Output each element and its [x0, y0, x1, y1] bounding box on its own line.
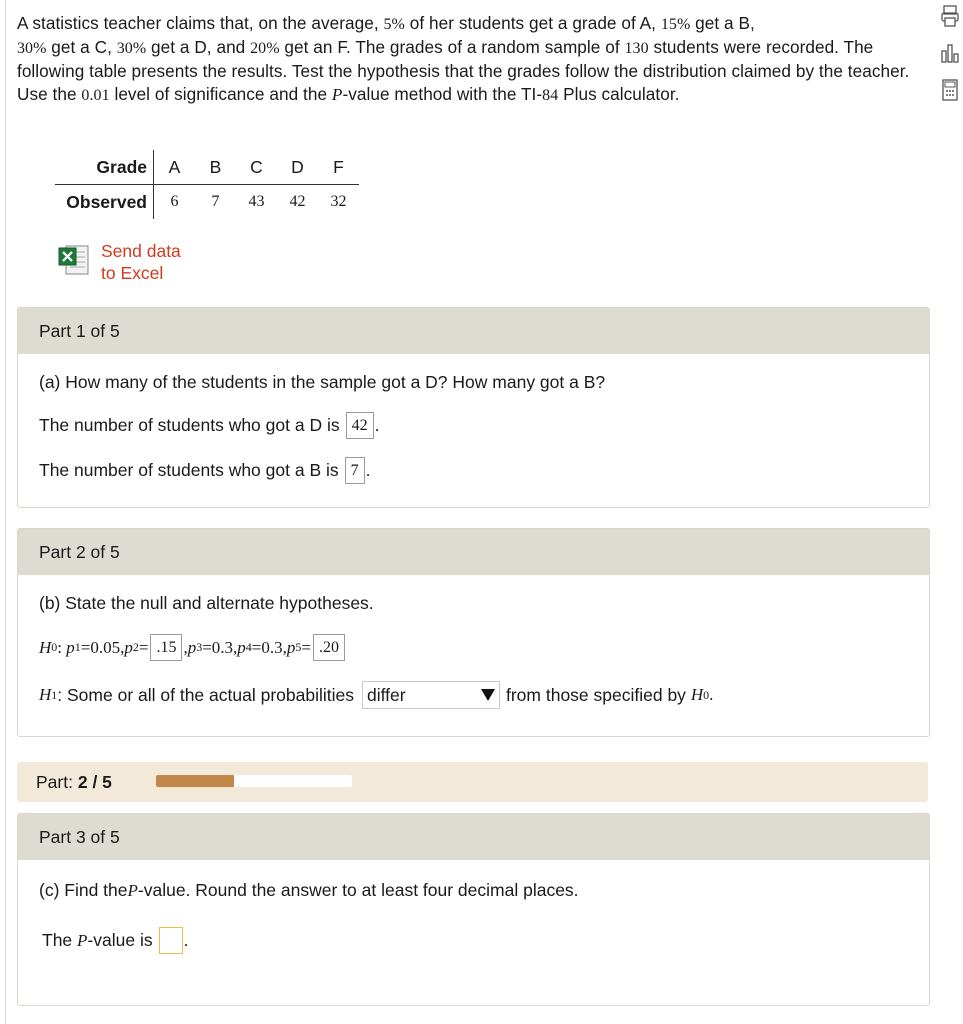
answer-b-line — [39, 457, 371, 484]
send-to-excel[interactable] — [57, 240, 181, 284]
part-2-header: Part 2 of 5 — [18, 529, 929, 575]
period: . — [374, 415, 380, 435]
p5-symbol: p — [286, 637, 296, 657]
bar-chart-icon[interactable] — [938, 40, 962, 66]
progress-label — [36, 772, 112, 793]
problem-text: get a D, and — [146, 37, 251, 57]
observed-cell: 6 — [170, 193, 179, 210]
problem-text: get a C, — [46, 37, 117, 57]
equals: = — [138, 637, 149, 657]
h1-symbol: H — [39, 685, 52, 704]
p4-sub: 4 — [245, 640, 252, 654]
p-value-label: -value is — [87, 930, 153, 950]
answer-d-label: The number of students who got a D is — [39, 415, 340, 435]
h0-ref-symbol: H — [690, 685, 704, 704]
observed-cell: 42 — [289, 193, 306, 210]
problem-text: students were recorded. The following table presents the results. Test the hypothesis that the grades follow the distribution claimed by the teacher. Use the — [17, 37, 910, 104]
pct-f: 20% — [250, 40, 280, 57]
part-1-panel — [17, 307, 930, 508]
problem-text: get an F. The grades of a random sample of — [279, 37, 625, 57]
progress-label-text: Part: — [36, 771, 73, 792]
null-hypothesis — [39, 634, 346, 661]
dropdown-value[interactable]: differ — [366, 684, 406, 705]
h0-sub: 0 — [51, 640, 58, 654]
p5-sub: 5 — [295, 640, 302, 654]
p-variable: P — [77, 930, 88, 950]
p4-value: =0.3, — [251, 637, 287, 657]
period: . — [365, 460, 371, 480]
progress-track — [156, 775, 352, 787]
period: . — [183, 930, 189, 950]
progress-bar — [17, 762, 928, 802]
equals: = — [301, 637, 311, 657]
grade-cell: D — [277, 150, 318, 185]
p5-input[interactable]: .20 — [313, 634, 345, 661]
part-2-question: (b) State the null and alternate hypotheses. — [39, 593, 374, 613]
print-icon[interactable] — [938, 3, 962, 29]
problem-text: level of significance and the — [109, 84, 332, 104]
grade-cell: B — [195, 150, 236, 185]
differ-dropdown[interactable] — [362, 681, 500, 709]
excel-link-line2[interactable]: to Excel — [101, 263, 164, 283]
part-3-question-text: -value. Round the answer to at least four decimal places. — [137, 880, 579, 900]
answer-d-line — [39, 412, 379, 439]
p3-value: =0.3, — [202, 637, 238, 657]
part-1-question: (a) How many of the students in the sample got a D? How many got a B? — [39, 372, 606, 392]
progress-value: 2 / 5 — [77, 771, 112, 792]
part-1-header: Part 1 of 5 — [18, 308, 929, 354]
p-value-label: The — [42, 930, 73, 950]
p2-symbol: p — [124, 637, 133, 657]
calculator-model: 84 — [542, 87, 559, 104]
p2-sub: 2 — [132, 640, 139, 654]
part-3-panel — [17, 813, 930, 1006]
dropdown-arrow-icon[interactable] — [481, 689, 495, 701]
answer-b-label: The number of students who got a B is — [39, 460, 339, 480]
calculator-icon[interactable] — [938, 77, 962, 103]
p-value-input[interactable] — [159, 927, 183, 954]
alpha-level: 0.01 — [81, 87, 110, 104]
pct-b: 15% — [660, 16, 691, 33]
table-row — [55, 150, 359, 185]
grade-cell: A — [154, 150, 196, 185]
alternate-hypothesis — [39, 681, 713, 709]
grade-cell: C — [236, 150, 277, 185]
table-row — [55, 185, 359, 220]
progress-fill — [156, 775, 234, 787]
left-border — [5, 0, 6, 1024]
colon: : — [57, 637, 67, 657]
p3-symbol: p — [187, 637, 197, 657]
part-2-panel — [17, 528, 930, 737]
p3-sub: 3 — [196, 640, 203, 654]
p4-symbol: p — [237, 637, 246, 657]
excel-link-line1[interactable]: Send data — [101, 241, 181, 261]
answer-d-input[interactable]: 42 — [346, 412, 374, 439]
observed-cell: 43 — [248, 193, 265, 210]
problem-text: get a B, — [690, 13, 755, 33]
answer-b-input[interactable]: 7 — [345, 457, 365, 484]
h1-text: : Some or all of the actual probabilities — [57, 684, 354, 705]
p-variable: P — [127, 880, 138, 900]
pct-d: 30% — [116, 40, 147, 57]
p1-symbol: p — [66, 637, 75, 657]
row-header-observed: Observed — [55, 185, 154, 220]
observed-cell: 7 — [211, 193, 220, 210]
h1-sub: 1 — [51, 687, 58, 702]
observed-cell: 32 — [330, 193, 347, 210]
grades-table — [55, 150, 359, 219]
problem-text: A statistics teacher claims that, on the average, — [17, 13, 384, 33]
pct-a: 5% — [383, 16, 405, 33]
problem-text: -value method with the TI- — [342, 84, 543, 104]
p-variable: P — [331, 85, 343, 104]
comma: , — [183, 637, 188, 657]
send-to-excel-link[interactable] — [101, 240, 181, 284]
p2-input[interactable]: .15 — [150, 634, 182, 661]
problem-statement — [17, 12, 932, 107]
part-3-question-text: (c) Find the — [39, 880, 128, 900]
grade-cell: F — [318, 150, 359, 185]
problem-text: of her students get a grade of A, — [404, 13, 661, 33]
problem-text: Plus calculator. — [558, 84, 680, 104]
h0-symbol: H — [39, 637, 52, 657]
part-3-header: Part 3 of 5 — [18, 814, 929, 860]
h0-ref-sub: 0 — [703, 687, 710, 702]
p1-sub: 1 — [74, 640, 81, 654]
h1-tail: from those specified by — [505, 684, 686, 705]
right-toolbar — [936, 0, 963, 110]
pct-c: 30% — [17, 40, 47, 57]
p-value-line — [42, 927, 188, 954]
part-3-question — [39, 880, 579, 901]
sample-size: 130 — [624, 40, 649, 57]
excel-icon[interactable] — [57, 240, 91, 278]
period: . — [709, 685, 714, 704]
row-header-grade: Grade — [55, 150, 154, 185]
p1-value: =0.05, — [80, 637, 125, 657]
